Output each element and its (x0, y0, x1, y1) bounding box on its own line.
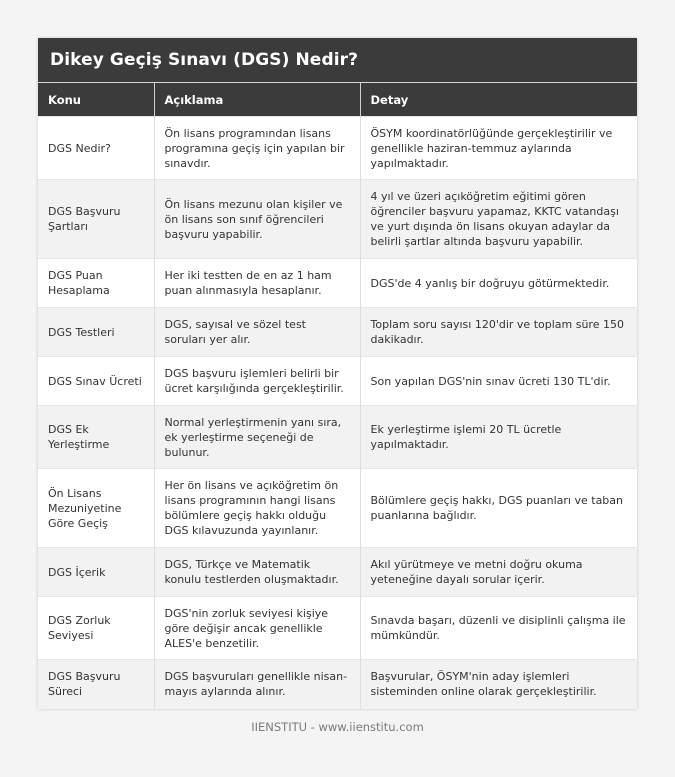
cell-konu: DGS Puan Hesaplama (38, 259, 154, 308)
table-row (38, 406, 637, 469)
table-row (38, 597, 637, 660)
cell-detay: Son yapılan DGS'nin sınav ücreti 130 TL'dir. (360, 357, 637, 406)
footer-credit: IIENSTITU - www.iienstitu.com (251, 720, 424, 734)
cell-detay: ÖSYM koordinatörlüğünde gerçekleştirilir ve genellikle haziran-temmuz aylarında yapılmaktadır. (360, 117, 637, 180)
cell-konu: DGS Zorluk Seviyesi (38, 597, 154, 660)
cell-konu: Ön Lisans Mezuniyetine Göre Geçiş (38, 469, 154, 548)
cell-detay: Akıl yürütmeye ve metni doğru okuma yeteneğine dayalı sorular içerir. (360, 548, 637, 597)
cell-aciklama: DGS'nin zorluk seviyesi kişiye göre değişir ancak genellikle ALES'e benzetilir. (154, 597, 360, 660)
cell-aciklama: DGS, Türkçe ve Matematik konulu testlerden oluşmaktadır. (154, 548, 360, 597)
cell-detay: 4 yıl ve üzeri açıköğretim eğitimi gören öğrenciler başvuru yapamaz, KKTC vatandaşı ve yurt dışında ön lisans okuyan adaylar da belirli şartlar altında başvuru yapabilir. (360, 180, 637, 259)
table-row (38, 548, 637, 597)
cell-konu: DGS İçerik (38, 548, 154, 597)
cell-aciklama: Her iki testten de en az 1 ham puan alınmasıyla hesaplanır. (154, 259, 360, 308)
cell-aciklama: Her ön lisans ve açıköğretim ön lisans programının hangi lisans bölümlere geçiş hakkı olduğu DGS kılavuzunda yayınlanır. (154, 469, 360, 548)
table-row (38, 357, 637, 406)
cell-aciklama: Ön lisans mezunu olan kişiler ve ön lisans son sınıf öğrencileri başvuru yapabilir. (154, 180, 360, 259)
cell-aciklama: Ön lisans programından lisans programına geçiş için yapılan bir sınavdır. (154, 117, 360, 180)
title-bar (38, 38, 637, 83)
table-row (38, 259, 637, 308)
column-header-konu: Konu (38, 83, 154, 117)
cell-konu: DGS Nedir? (38, 117, 154, 180)
cell-konu: DGS Ek Yerleştirme (38, 406, 154, 469)
dgs-table (38, 83, 637, 709)
table-row (38, 660, 637, 709)
column-header-detay: Detay (360, 83, 637, 117)
cell-detay: Ek yerleştirme işlemi 20 TL ücretle yapılmaktadır. (360, 406, 637, 469)
cell-detay: DGS'de 4 yanlış bir doğruyu götürmektedir. (360, 259, 637, 308)
cell-detay: Bölümlere geçiş hakkı, DGS puanları ve taban puanlarına bağlıdır. (360, 469, 637, 548)
page-title: Dikey Geçiş Sınavı (DGS) Nedir? (50, 50, 359, 70)
table-row (38, 180, 637, 259)
info-card (38, 38, 637, 709)
cell-aciklama: Normal yerleştirmenin yanı sıra, ek yerleştirme seçeneği de bulunur. (154, 406, 360, 469)
cell-aciklama: DGS, sayısal ve sözel test soruları yer alır. (154, 308, 360, 357)
table-row (38, 308, 637, 357)
cell-konu: DGS Başvuru Şartları (38, 180, 154, 259)
cell-detay: Sınavda başarı, düzenli ve disiplinli çalışma ile mümkündür. (360, 597, 637, 660)
cell-konu: DGS Başvuru Süreci (38, 660, 154, 709)
column-header-aciklama: Açıklama (154, 83, 360, 117)
cell-detay: Başvurular, ÖSYM'nin aday işlemleri sisteminden online olarak gerçekleştirilir. (360, 660, 637, 709)
table-header-row (38, 83, 637, 117)
table-row (38, 469, 637, 548)
cell-detay: Toplam soru sayısı 120'dir ve toplam süre 150 dakikadır. (360, 308, 637, 357)
cell-konu: DGS Testleri (38, 308, 154, 357)
table-row (38, 117, 637, 180)
cell-konu: DGS Sınav Ücreti (38, 357, 154, 406)
cell-aciklama: DGS başvuruları genellikle nisan-mayıs aylarında alınır. (154, 660, 360, 709)
cell-aciklama: DGS başvuru işlemleri belirli bir ücret karşılığında gerçekleştirilir. (154, 357, 360, 406)
